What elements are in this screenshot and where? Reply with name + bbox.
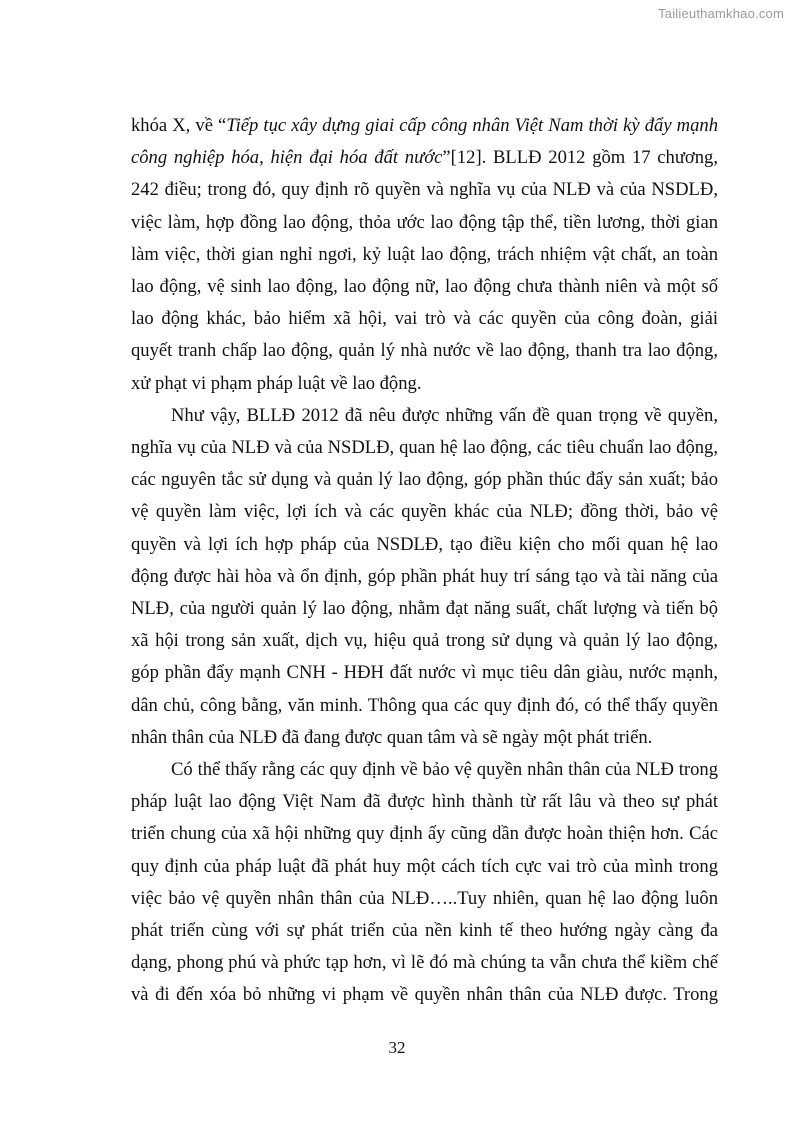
text-line: Như vậy, BLLĐ 2012 đã nêu được những vấn đề quan trọng về quyền, [171,404,718,426]
watermark-text: Tailieuthamkhao.com [658,6,784,21]
text-line: triển chung của xã hội những quy định ấy cũng dần được hoàn thiện hơn. Các [131,823,718,845]
text-line: 242 điều; trong đó, quy định rõ quyền và nghĩa vụ của NLĐ và của NSDLĐ, [131,179,718,201]
text-line: quyền và lợi ích hợp pháp của NSDLĐ, tạo điều kiện cho mối quan hệ lao [131,533,718,555]
paragraph-3 [131,754,718,1012]
text-line: việc bảo vệ quyền nhân thân của NLĐ…..Tuy nhiên, quan hệ lao động luôn [131,887,718,909]
paragraph-1 [131,110,718,400]
text-line [131,142,718,174]
text-line: Có thể thấy rằng các quy định về bảo vệ quyền nhân thân của NLĐ trong [171,759,718,781]
text-line: phát triển cùng với sự phát triển của nền kinh tế theo hướng ngày càng đa [131,920,718,942]
text-line: quyết tranh chấp lao động, quản lý nhà nước về lao động, thanh tra lao động, [131,340,718,362]
text-line: các nguyên tắc sử dụng và quản lý lao động, góp phần thúc đẩy sản xuất; bảo [131,469,718,491]
text-line: xử phạt vi phạm pháp luật về lao động. [131,372,422,394]
text-line: làm việc, thời gian nghỉ ngơi, kỷ luật lao động, trách nhiệm vật chất, an toàn [131,243,718,265]
text-line [131,110,718,142]
text-line: NLĐ, của người quản lý lao động, nhằm đạt năng suất, chất lượng và tiến bộ [131,598,718,620]
text-line: nghĩa vụ của NLĐ và của NSDLĐ, quan hệ lao động, các tiêu chuẩn lao động, [131,437,718,459]
text-line: vệ quyền làm việc, lợi ích và các quyền khác của NLĐ; đồng thời, bảo vệ [131,501,718,523]
text-line: động được hài hòa và ổn định, góp phần phát huy trí sáng tạo và tài năng của [131,565,718,587]
italic-citation-title: công nghiệp hóa, hiện đại hóa đất nước [131,147,443,169]
paragraph-2 [131,400,718,754]
italic-citation-title: Tiếp tục xây dựng giai cấp công nhân Việt Nam thời kỳ đẩy mạnh [226,115,718,136]
text-line: nhân thân của NLĐ đã đang được quan tâm và sẽ ngày một phát triển. [131,726,653,748]
text-line: dạng, phong phú và phức tạp hơn, vì lẽ đó mà chúng ta vẫn chưa thể kiềm chế [131,952,718,974]
text-line: lao động khác, bảo hiểm xã hội, vai trò và các quyền của công đoàn, giải [131,308,718,330]
text-line: và đi đến xóa bỏ những vi phạm về quyền nhân thân của NLĐ được. Trong [131,984,718,1006]
text-run: khóa X, về “ [131,115,227,136]
text-line: quy định của pháp luật đã phát huy một cách tích cực vai trò của mình trong [131,855,718,877]
text-line: việc làm, hợp đồng lao động, thỏa ước lao động tập thể, tiền lương, thời gian [131,211,718,233]
page-number: 32 [388,1038,406,1057]
text-run: ”[12]. BLLĐ 2012 gồm 17 chương, [442,147,718,169]
text-line: xã hội trong sản xuất, dịch vụ, hiệu quả trong sử dụng và quản lý lao động, [131,630,718,652]
text-line: góp phần đẩy mạnh CNH - HĐH đất nước vì mục tiêu dân giàu, nước mạnh, [131,662,718,684]
text-line: pháp luật lao động Việt Nam đã được hình thành từ rất lâu và theo sự phát [131,791,718,813]
page-body [131,110,718,1012]
text-line: dân chủ, công bằng, văn minh. Thông qua các quy định đó, có thể thấy quyền [131,694,718,716]
text-line: lao động, vệ sinh lao động, lao động nữ, lao động chưa thành niên và một số [131,276,718,298]
